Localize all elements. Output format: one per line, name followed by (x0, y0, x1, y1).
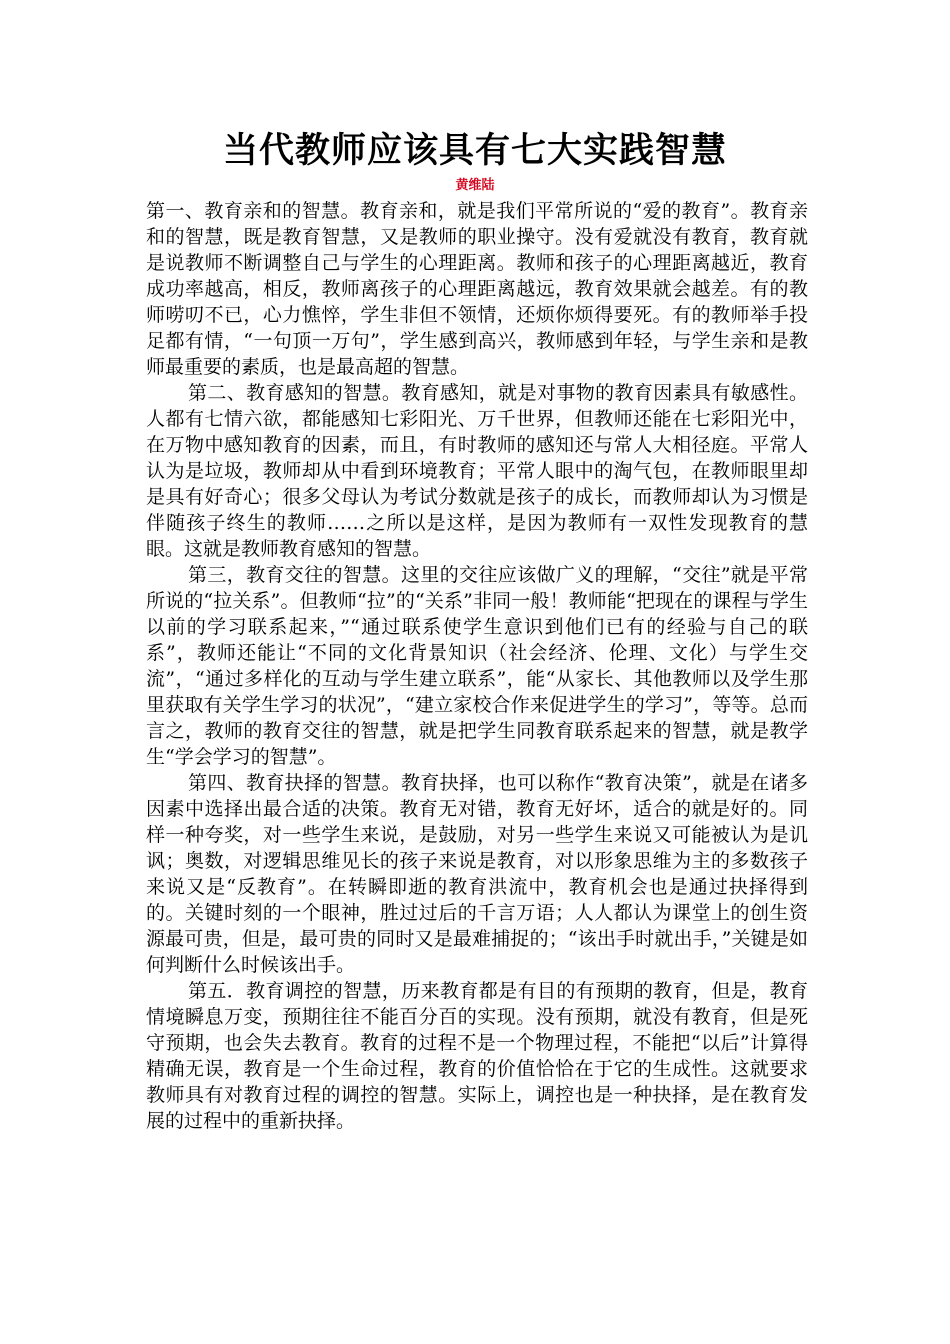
document-body (146, 198, 808, 1134)
paragraph-4: 第四、教育抉择的智慧。教育抉择，也可以称作“教育决策”，就是在诸多因素中选择出最合适的决策。教育无对错，教育无好坏，适合的就是好的。同样一种夸奖，对一些学生来说，是鼓励，对另一些学生来说又可能被认为是讥讽；奥数，对逻辑思维见长的孩子来说是教育，对以形象思维为主的多数孩子来说又是“反教育”。在转瞬即逝的教育洪流中，教育机会也是通过抉择得到的。关键时刻的一个眼神，胜过过后的千言万语；人人都认为课堂上的创生资源最可贵，但是，最可贵的同时又是最难捕捉的；“该出手时就出手，”关键是如何判断什么时候该出手。 (146, 772, 808, 976)
paragraph-5: 第五．教育调控的智慧，历来教育都是有目的有预期的教育，但是，教育情境瞬息万变，预期往往不能百分百的实现。没有预期，就没有教育，但是死守预期，也会失去教育。教育的过程不是一个物理过程，不能把“以后”计算得精确无误，教育是一个生命过程，教育的价值恰恰在于它的生成性。这就要求教师具有对教育过程的调控的智慧。实际上，调控也是一种抉择，是在教育发展的过程中的重新抉择。 (146, 980, 808, 1132)
document-title: 当代教师应该具有七大实践智慧 (222, 130, 727, 171)
paragraph-1: 第一、教育亲和的智慧。教育亲和，就是我们平常所说的“爱的教育”。教育亲和的智慧，既是教育智慧，又是教师的职业操守。没有爱就没有教育，教育就是说教师不断调整自己与学生的心理距离。教师和孩子的心理距离越近，教育成功率越高，相反，教师离孩子的心理距离越远，教育效果就会越差。有的教师唠叨不已，心力憔悴，学生非但不领情，还烦你烦得要死。有的教师举手投足都有情，“一句顶一万句”，学生感到高兴，教师感到年轻，与学生亲和是教师最重要的素质，也是最高超的智慧。 (146, 200, 808, 378)
paragraph-2: 第二、教育感知的智慧。教育感知，就是对事物的教育因素具有敏感性。人都有七情六欲，都能感知七彩阳光、万千世界，但教师还能在七彩阳光中，在万物中感知教育的因素，而且，有时教师的感知还与常人大相径庭。平常人认为是垃圾，教师却从中看到环境教育；平常人眼中的淘气包，在教师眼里却是具有好奇心；很多父母认为考试分数就是孩子的成长，而教师却认为习惯是伴随孩子终生的教师……之所以是这样，是因为教师有一双性发现教育的慧眼。这就是教师教育感知的智慧。 (146, 382, 808, 560)
document-author: 黄维陆 (455, 178, 495, 193)
paragraph-3: 第三，教育交往的智慧。这里的交往应该做广义的理解，“交往”就是平常所说的“拉关系”。但教师“拉”的“关系”非同一般！教师能“把现在的课程与学生以前的学习联系起来，”“通过联系使学生意识到他们已有的经验与自己的联系”，教师还能让“不同的文化背景知识（社会经济、伦理、文化）与学生交流”，“通过多样化的互动与学生建立联系”，能“从家长、其他教师以及学生那里获取有关学生学习的状况”，“建立家校合作来促进学生的学习”，等等。总而言之，教师的教育交往的智慧，就是把学生同教育联系起来的智慧，就是教学生“学会学习的智慧”。 (146, 564, 808, 768)
